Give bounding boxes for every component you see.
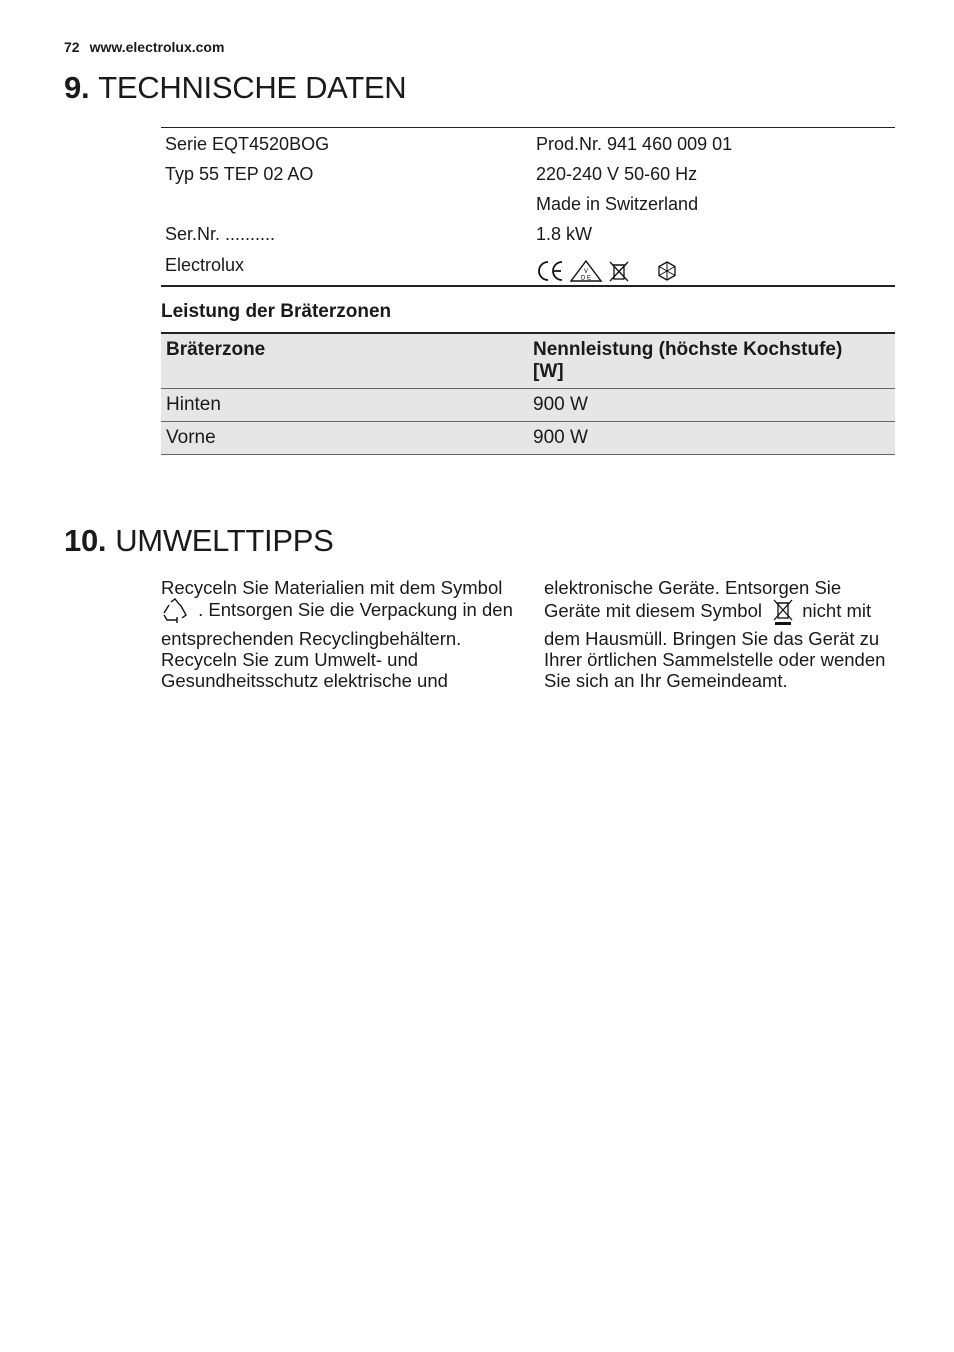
technical-data-table (161, 127, 895, 287)
weee-bin-icon (608, 260, 630, 282)
text-line: dem Hausmüll. Bringen Sie das Gerät zu (544, 628, 880, 649)
table-header-row (161, 334, 895, 389)
spec-cell: Electrolux (165, 255, 245, 275)
section-10-title: UMWELTTIPPS (115, 523, 334, 558)
table-cell: Hinten (166, 394, 221, 415)
text-line: Recyceln Sie Materialien mit dem Symbol (161, 577, 503, 598)
text-line: Gesundheitsschutz elektrische und (161, 670, 448, 691)
spec-cell: 1.8 kW (536, 223, 593, 244)
recycle-icon (656, 260, 678, 282)
text-line: entsprechenden Recyclingbehältern. (161, 628, 462, 649)
header-cell-unit: [W] (533, 361, 564, 382)
spec-row (161, 219, 895, 249)
svg-text:D E: D E (580, 275, 592, 282)
text-line: Sie sich an Ihr Gemeindeamt. (544, 670, 788, 691)
text-line: . Entsorgen Sie die Verpackung in den (198, 598, 513, 620)
page-header (64, 39, 224, 55)
table-cell: Vorne (166, 427, 216, 448)
svg-text:V: V (583, 269, 589, 275)
spec-row (161, 129, 895, 159)
text-line: Geräte mit diesem Symbol (544, 599, 762, 621)
ce-mark-icon (536, 260, 564, 282)
text-line-with-icon (544, 598, 904, 628)
header-cell (533, 339, 895, 383)
text-line: nicht mit (802, 599, 872, 621)
vde-mark-icon (570, 260, 602, 282)
spec-row (161, 189, 895, 219)
power-table (161, 332, 895, 455)
section-9-heading (64, 70, 406, 106)
text-column-right (544, 577, 904, 691)
table-cell: 900 W (533, 427, 588, 448)
table-cell: 900 W (533, 394, 588, 415)
weee-bin-icon (772, 598, 794, 626)
table-row (161, 389, 895, 422)
header-cell: Bräterzone (166, 339, 266, 360)
spec-row (161, 159, 895, 189)
spec-row (161, 249, 895, 285)
section-9-number: 9. (64, 70, 90, 105)
text-line: elektronische Geräte. Entsorgen Sie (544, 577, 842, 598)
text-line: Recyceln Sie zum Umwelt- und (161, 649, 419, 670)
spec-cell: Made in Switzerland (536, 193, 699, 214)
section-9-title: TECHNISCHE DATEN (98, 70, 407, 105)
power-table-title: Leistung der Bräterzonen (161, 301, 392, 322)
certification-marks (536, 260, 895, 282)
header-cell-line: Nennleistung (höchste Kochstufe) (533, 339, 843, 360)
text-column-left (161, 577, 521, 691)
text-line-with-icon (161, 598, 521, 628)
page-number: 72 (64, 39, 80, 55)
spec-cell: Serie EQT4520BOG (165, 133, 330, 154)
spec-cell: Ser.Nr. .......... (165, 223, 276, 244)
spec-cell: 220-240 V 50-60 Hz (536, 163, 698, 184)
table-row (161, 422, 895, 455)
website-link[interactable]: www.electrolux.com (89, 39, 225, 55)
spec-cell: Typ 55 TEP 02 AO (165, 163, 314, 184)
section-10-number: 10. (64, 523, 107, 558)
text-line: Ihrer örtlichen Sammelstelle oder wenden (544, 649, 886, 670)
section-10-heading (64, 523, 334, 559)
recycle-icon (161, 598, 189, 624)
spec-cell: Prod.Nr. 941 460 009 01 (536, 133, 733, 154)
